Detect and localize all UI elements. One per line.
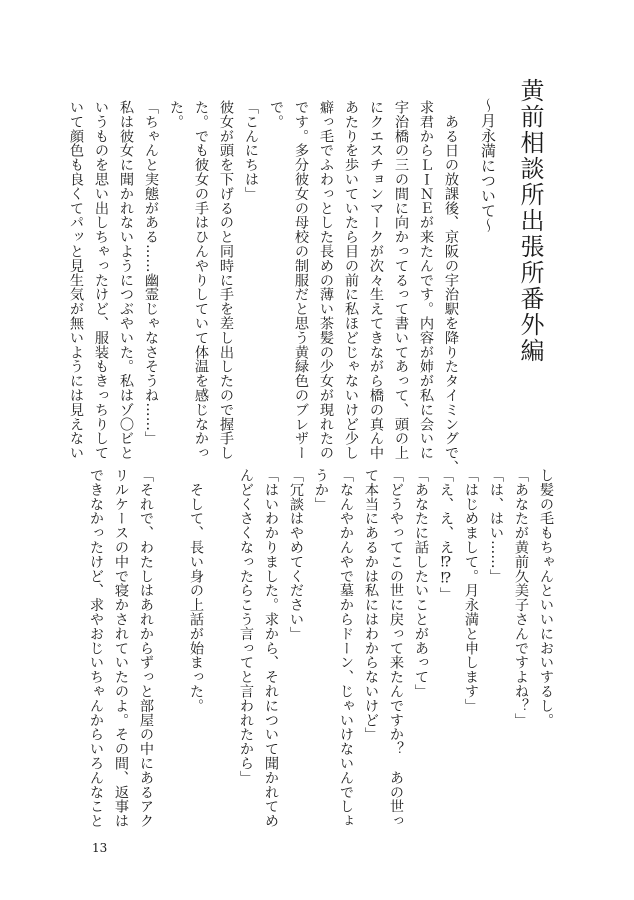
text-line: 求君からＬＩＮＥが来たんです。内容が姉が私に会いに xyxy=(418,100,434,460)
text-line: 「冗談はやめてください」 xyxy=(288,468,304,641)
text-line: た。でも彼女の手はひんやりしていて体温を感じなかっ xyxy=(193,100,209,460)
text-line: で。 xyxy=(268,100,284,129)
text-line: 「なんやかんやで墓からドーン、じゃいけないんでしょ xyxy=(338,468,354,828)
text-line: 「え、え、え⁉⁉」 xyxy=(438,468,454,602)
text-line: いて顔色も良くてパッと見生気が無いようには見えない xyxy=(68,100,84,460)
text-line: リルケースの中で寝かされていたのよ。その間、返事は xyxy=(113,468,129,828)
text-line: 「あなたが黄前久美子さんですよね？」 xyxy=(513,468,529,728)
text-line: た。 xyxy=(168,100,184,129)
text-line: 「は、はい……」 xyxy=(488,468,504,584)
text-line: にクエスチョンマークが次々生えてきながら橋の真ん中 xyxy=(368,100,384,460)
text-line: 「はいわかりました。求から、それについて聞かれてめ xyxy=(263,468,279,828)
body-text-upper xyxy=(68,100,463,475)
chapter-subtitle: 〜月永満について〜 xyxy=(479,98,497,233)
text-line: 「どうやってこの世に戻って来たんですか？ あの世っ xyxy=(388,468,404,828)
text-line xyxy=(158,468,183,840)
text-line xyxy=(208,468,233,840)
text-line: し髪の毛もちゃんといいにおいするし。 xyxy=(538,468,554,728)
text-line: 私は彼女に聞かれないようにつぶやいた。私はゾ〇ビと xyxy=(118,100,134,460)
text-line: 彼女が頭を下げるのと同時に手を差し出したので握手し xyxy=(218,100,234,460)
text-line: 「あなたに話したいことがあって」 xyxy=(413,468,429,699)
text-line: 「ちゃんと実態がある……幽霊じゃなさそうね……」 xyxy=(143,100,159,446)
text-line: そして、長い身の上話が始まった。 xyxy=(188,468,204,713)
text-line: 「はじめまして。月永満と申します」 xyxy=(463,468,479,713)
body-text-lower xyxy=(78,468,558,840)
text-line: んどくさくなったらこう言ってと言われたから」 xyxy=(238,468,254,785)
text-line: うか」 xyxy=(313,468,329,512)
text-line: 宇治橋の三の間に向かってるって書いてあって、頭の上 xyxy=(393,100,409,460)
text-line: いうものを思い出しちゃったけど、服装もきっちりして xyxy=(93,100,109,460)
text-line: あたりを歩いていたら目の前に私ほどじゃないけど少し xyxy=(343,100,359,460)
text-line: 「それで、わたしはあれからずっと部屋の中にあるアク xyxy=(138,468,154,828)
chapter-title: 黄前相談所出張所番外編 xyxy=(516,78,544,364)
text-line: て本当にあるかは私にはわからないけど」 xyxy=(363,468,379,742)
text-line: 癖っ毛でふわっとした長めの薄い茶髪の少女が現れたの xyxy=(318,100,334,460)
page-number: 13 xyxy=(92,841,108,855)
text-line: 「こんにちは」 xyxy=(243,100,259,201)
text-line: ある日の放課後、京阪の宇治駅を降りたタイミングで、 xyxy=(443,100,459,475)
text-line: です。多分彼女の母校の制服だと思う黄緑色のブレザー xyxy=(293,100,309,460)
text-line: できなかったけど、求やおじいちゃんからいろんなこと xyxy=(88,468,104,828)
